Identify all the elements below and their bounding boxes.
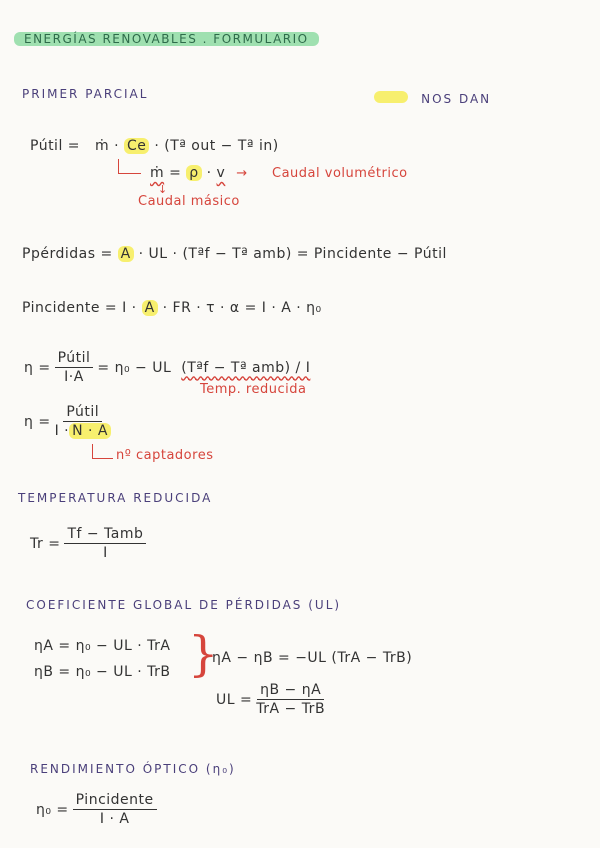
ce-highlight: Ce xyxy=(124,138,149,154)
numerator: Pincidente xyxy=(73,792,157,810)
temp-reducida-note: Temp. reducida xyxy=(200,382,307,397)
fraction xyxy=(55,404,111,439)
eta0-lhs: η₀ = xyxy=(36,801,69,818)
ul-lhs: UL = xyxy=(216,691,253,708)
section-heading-primer-parcial: PRIMER PARCIAL xyxy=(22,87,149,101)
formula-tr xyxy=(30,526,150,561)
numerator: Pútil xyxy=(55,350,94,368)
caudal-volumetrico-label: Caudal volumétrico xyxy=(272,166,408,181)
putil-lhs: Pútil = xyxy=(30,138,81,154)
fraction xyxy=(256,682,325,717)
section-heading-coeficiente: COEFICIENTE GLOBAL DE PÉRDIDAS (UL) xyxy=(26,598,342,612)
captadores-note: nº captadores xyxy=(116,448,214,463)
formula-eta-a: ηA = η₀ − UL · TrA xyxy=(34,638,171,654)
formula-pperdidas xyxy=(22,246,447,262)
n-highlight: N · A xyxy=(69,423,111,439)
reduced-temp-term: (Tªf − Tª amb) / I xyxy=(181,359,311,376)
legend-label: NOS DAN xyxy=(421,92,492,106)
fraction xyxy=(64,526,146,561)
velocity-symbol: v xyxy=(216,165,226,181)
formula-eta0 xyxy=(36,792,161,827)
mass-flow-symbol: ṁ xyxy=(94,138,110,154)
denominator: I xyxy=(103,545,108,561)
page-title: ENERGÍAS RENOVABLES . FORMULARIO xyxy=(14,32,319,46)
numerator: Tf − Tamb xyxy=(64,526,146,544)
fraction xyxy=(55,350,94,385)
putil-rest: · (Tª out − Tª in) xyxy=(154,138,279,154)
eta-mid: = η₀ − UL xyxy=(97,359,172,376)
eta-lhs: η = xyxy=(24,413,51,430)
formula-eta-2 xyxy=(24,404,115,439)
caudal-masico-label: Caudal másico xyxy=(138,194,240,209)
den-i: I · xyxy=(54,423,70,439)
formula-ul xyxy=(216,682,329,717)
dot: · xyxy=(114,138,120,154)
pinc-rest: · FR · τ · α = I · A · η₀ xyxy=(162,300,322,316)
pperd-lhs: Ppérdidas = xyxy=(22,246,113,262)
denominator: I · A xyxy=(99,811,130,827)
rho-highlight: ρ xyxy=(186,165,201,181)
arrow-line xyxy=(118,159,141,174)
arrow-icon: → xyxy=(236,166,248,181)
pinc-lhs: Pincidente = I · xyxy=(22,300,137,316)
eta-lhs: η = xyxy=(24,359,51,376)
denominator: I·A xyxy=(64,369,84,385)
section-heading-rendimiento: RENDIMIENTO ÓPTICO (η₀) xyxy=(30,762,236,776)
pperd-rest: · UL · (Tªf − Tª amb) = Pincidente − Pútil xyxy=(138,246,447,262)
formula-caudal xyxy=(150,165,248,181)
mass-flow-symbol: ṁ xyxy=(150,165,165,181)
formula-eta-1 xyxy=(24,350,310,385)
highlight-swatch xyxy=(374,91,408,103)
numerator: ηB − ηA xyxy=(257,682,324,700)
formula-eta-b: ηB = η₀ − UL · TrB xyxy=(34,664,171,680)
section-heading-temp-reducida: TEMPERATURA REDUCIDA xyxy=(18,491,213,505)
legend xyxy=(374,88,491,107)
tr-lhs: Tr = xyxy=(30,535,61,552)
arrow-line xyxy=(92,444,113,459)
denominator: TrA − TrB xyxy=(256,701,326,717)
formula-diff: ηA − ηB = −UL (TrA − TrB) xyxy=(212,650,413,666)
brace-icon: } xyxy=(188,626,219,682)
formula-putil xyxy=(30,138,279,154)
fraction xyxy=(73,792,157,827)
denominator xyxy=(55,422,111,439)
down-arrow-icon: ↓ xyxy=(158,183,168,196)
dot: · xyxy=(206,165,212,181)
area-highlight: A xyxy=(142,300,158,316)
formula-pincidente xyxy=(22,300,322,316)
area-highlight: A xyxy=(118,246,134,262)
numerator: Pútil xyxy=(63,404,102,422)
equals: = xyxy=(169,165,182,181)
